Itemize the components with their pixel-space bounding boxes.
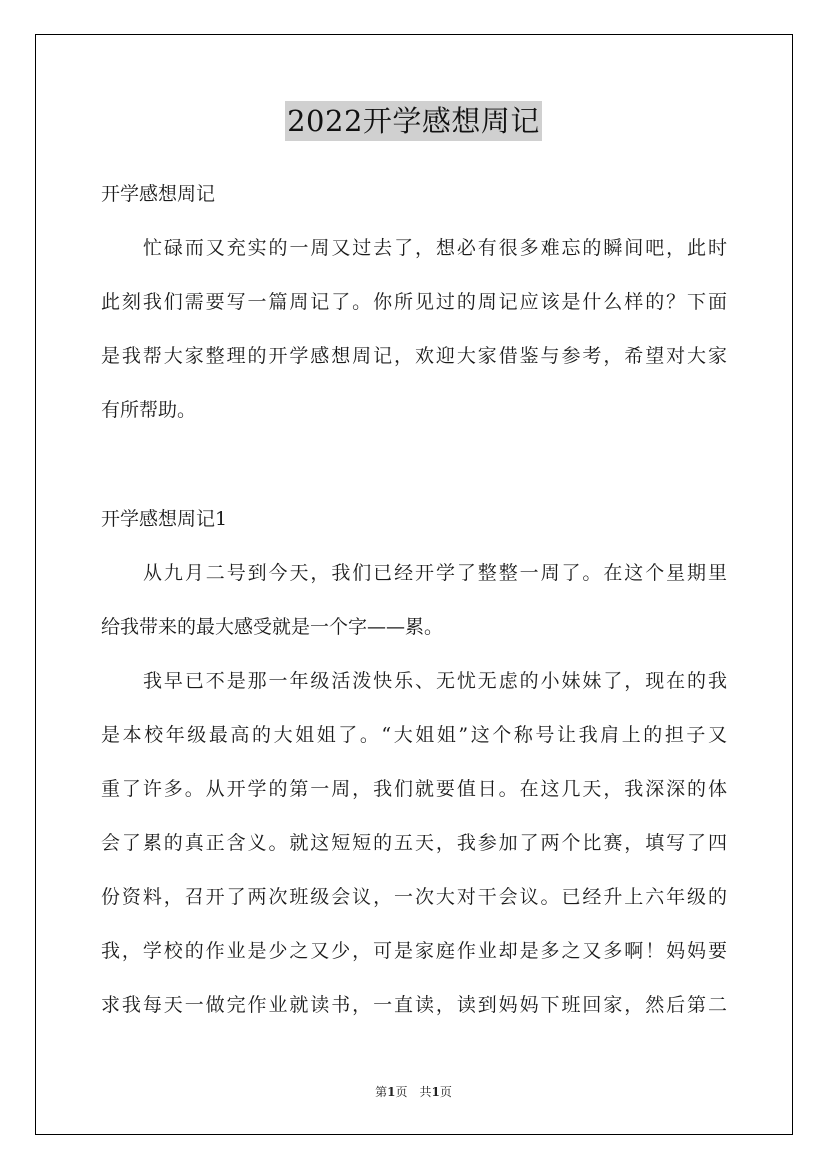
- para2-line-6: 我，学校的作业是少之又少，可是家庭作业却是多之又多啊！妈妈要: [101, 940, 727, 962]
- intro-line-2: 此刻我们需要写一篇周记了。你所见过的周记应该是什么样的？下面: [101, 291, 727, 313]
- para2-line-4: 会了累的真正含义。就这短短的五天，我参加了两个比赛，填写了四: [101, 832, 727, 854]
- para2-line-7: 求我每天一做完作业就读书，一直读，读到妈妈下班回家，然后第二: [101, 994, 727, 1016]
- para2-line-3: 重了许多。从开学的第一周，我们就要值日。在这几天，我深深的体: [101, 778, 727, 800]
- intro-line-4: 有所帮助。: [101, 399, 197, 421]
- para2-line-5: 份资料，召开了两次班级会议，一次大对干会议。已经升上六年级的: [101, 886, 727, 908]
- para2-line-2: 是本校年级最高的大姐姐了。“大姐姐”这个称号让我肩上的担子又: [101, 724, 727, 746]
- para1-line-2: 给我带来的最大感受就是一个字——累。: [101, 616, 444, 638]
- essay-heading: 开学感想周记1: [101, 508, 228, 530]
- title-container: [0, 101, 827, 141]
- intro-line-3: 是我帮大家整理的开学感想周记，欢迎大家借鉴与参考，希望对大家: [101, 345, 727, 367]
- section-heading: 开学感想周记: [101, 183, 216, 205]
- para1-line-1: 从九月二号到今天，我们已经开学了整整一周了。在这个星期里: [143, 562, 727, 584]
- page-footer: [0, 1083, 827, 1101]
- page-number: 第1页: [375, 1085, 408, 1099]
- para2-line-1: 我早已不是那一年级活泼快乐、无忧无虑的小妹妹了，现在的我: [143, 670, 727, 692]
- intro-line-1: 忙碌而又充实的一周又过去了，想必有很多难忘的瞬间吧，此时: [143, 237, 727, 259]
- document-title: 2022开学感想周记: [285, 101, 542, 141]
- total-pages: 共1页: [419, 1085, 452, 1099]
